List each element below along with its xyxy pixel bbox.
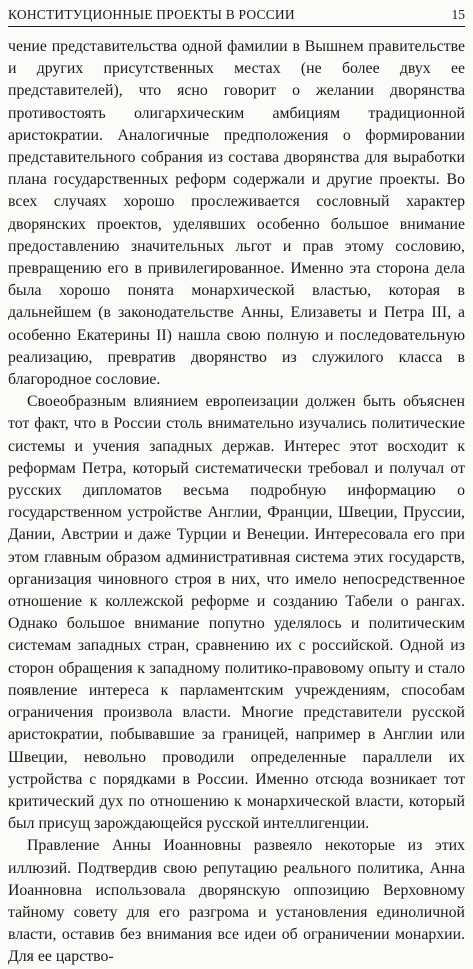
paragraph: чение представительства одной фамилии в Вышнем правительстве и других присутственных местах (не более двух ее представителей), что ясно говорит о желании дворянства противостоять олигархическим амбициям традиционной аристократии. Аналогичные предположения о формировании представительного собрания из состава дворянства для выработки плана государственных реформ содержали и другие проекты. Во всех случаях хорошо прослеживается сословный характер дворянских проектов, уделявших особенно большое внимание предоставлению значительных льгот и прав этому сословию, превращению его в привилегированное. Именно эта сторона дела была хорошо понята монархической властью, которая в дальнейшем (в законодательстве Анны, Елизаветы и Петра III, а особенно Екатерины II) нашла свою полную и последовательную реализацию, превратив дворянство из служилого класса в благородное сословие. bbox=[8, 38, 465, 389]
header-rule bbox=[8, 26, 465, 27]
paragraph: Правление Анны Иоанновны развеяло некоторые из этих иллюзий. Подтвердив свою репутацию реального политика, Анна Иоанновна использовала дворянскую оппозицию Верховному тайному совету для его разгрома и установления единоличной власти, оставив без внимания все идеи об ограничении монархии. Для ее царство- bbox=[8, 837, 465, 966]
running-head: КОНСТИТУЦИОННЫЕ ПРОЕКТЫ В РОССИИ bbox=[8, 7, 295, 22]
page-number: 15 bbox=[451, 7, 465, 22]
page-header bbox=[8, 4, 465, 28]
paragraph: Своеобразным влиянием европеизации должен быть объяснен тот факт, что в России столь внимательно изучались политические системы и учения западных держав. Интерес этот восходит к реформам Петра, который систематически требовал и получал от русских дипломатов весьма подробную информацию о государственном устройстве Англии, Франции, Швеции, Пруссии, Дании, Австрии и даже Турции и Венеции. Интересовала его при этом главным образом административная система этих государств, организация чиновного строя в них, что имело непосредственное отношение к коллежской реформе и созданию Табели о рангах. Однако большое внимание попутно уделялось и политическим системам западных стран, сравнению их с российской. Одной из сторон обращения к западному политико-правовому опыту и стало появление интереса к парламентским учреждениям, способам ограничения произвола власти. Многие представители русской аристократии, побывавшие за границей, например в Англии или Швеции, невольно проводили определенные параллели их устройства с порядками в России. Именно отсюда возникает тот критический дух по отношению к монархической власти, который был присущ зарождающейся русской интеллигенции. bbox=[8, 393, 465, 833]
body-text bbox=[8, 36, 465, 969]
